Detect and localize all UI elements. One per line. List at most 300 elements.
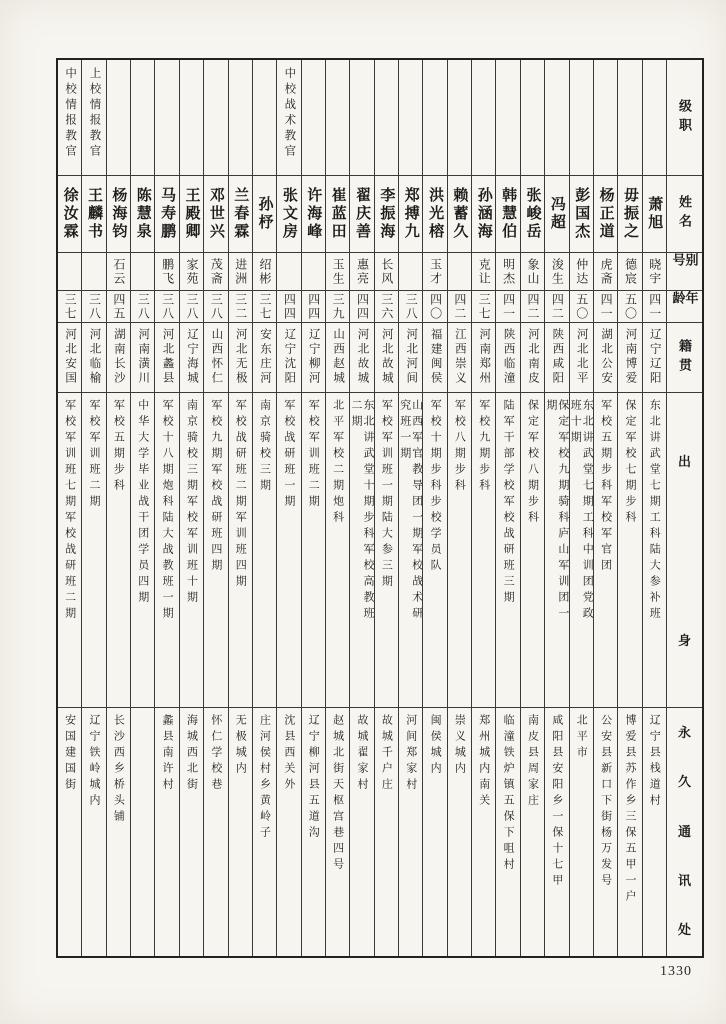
background-text: 军校九期军校战研班四期 [209,399,222,575]
cell-background [58,392,81,707]
cell-rank [180,60,203,175]
cell-alias [229,252,252,290]
native-place-text: 湖北公安 [600,328,613,386]
cell-address [302,707,325,956]
header-cell-name [667,175,702,252]
cell-background [277,392,300,707]
native-place-text: 安东庄河 [259,328,272,386]
background-text: 南京骑校三期军校军训班十期 [185,399,198,607]
background-text: 军校军训班二期 [307,399,320,511]
roster-column [617,60,641,956]
cell-background [82,392,105,707]
cell-background [350,392,373,707]
cell-alias [496,252,519,290]
native-place-text: 辽宁沈阳 [283,328,296,386]
cell-age [326,290,349,322]
cell-rank [302,60,325,175]
age-text: 三九 [331,292,346,321]
cell-native-place [58,322,81,392]
cell-age [618,290,641,322]
background-text: 军校五期步科 [112,399,125,495]
cell-background [618,392,641,707]
cell-address [448,707,471,956]
cell-age [180,290,203,322]
cell-background [375,392,398,707]
alias-text: 德宸 [623,257,638,286]
roster-column [154,60,178,956]
native-place-text: 辽宁柳河 [307,328,320,386]
cell-native-place [472,322,495,392]
header-column [666,60,702,956]
cell-age [155,290,178,322]
header-age-label: 年龄 [670,291,699,310]
cell-name [204,175,227,252]
cell-alias [58,252,81,290]
native-place-text: 江西崇义 [453,328,466,386]
address-text: 崇义城内 [453,714,466,778]
age-text: 四四 [282,292,297,321]
cell-name [253,175,276,252]
name-text: 邓世兴 [207,187,225,241]
alias-text: 象山 [526,257,540,286]
background-text: 东北讲武堂七期工科陆大参补班 [648,399,661,623]
cell-name [472,175,495,252]
cell-background [155,392,178,707]
age-text: 三八 [184,292,199,321]
address-text: 辽宁县栈道村 [648,714,661,810]
native-place-text: 福建闽侯 [429,328,442,386]
header-cell-address [667,707,702,956]
native-place-text: 河南潢川 [137,328,150,386]
cell-name [58,175,81,252]
age-text: 四四 [306,292,321,321]
address-text: 沈县西关外 [282,714,295,794]
cell-native-place [399,322,422,392]
background-text: 军校军训班二期 [88,399,101,511]
name-text: 孙涵海 [475,187,493,241]
cell-address [545,707,568,956]
cell-alias [302,252,325,290]
native-place-text: 山西赵城 [332,328,345,386]
alias-text: 惠亮 [355,257,370,286]
age-text: 四四 [355,292,370,321]
cell-age [58,290,81,322]
cell-age [253,290,276,322]
cell-background [496,392,519,707]
cell-address [277,707,300,956]
cell-age [472,290,495,322]
address-text: 闽侯城内 [429,714,442,778]
cell-age [448,290,471,322]
cell-rank [399,60,422,175]
alias-text: 长风 [379,257,394,286]
background-text: 军校军训班一期陆大参三期 [380,399,393,591]
native-place-text: 河北安国 [64,328,77,386]
rank-text: 中校战术教官 [283,67,296,160]
cell-age [131,290,154,322]
cell-alias [594,252,617,290]
cell-age [350,290,373,322]
address-text: 公安县新口下街杨万发号 [599,714,612,890]
cell-address [350,707,373,956]
roster-column [349,60,373,956]
cell-name [618,175,641,252]
cell-background [472,392,495,707]
cell-native-place [350,322,373,392]
roster-column [544,60,568,956]
background-text: 中华大学毕业战干团学员四期 [136,399,149,607]
age-text: 四二 [550,292,565,321]
age-text: 三七 [63,292,78,321]
native-place-text: 河北南皮 [527,328,539,386]
cell-name [155,175,178,252]
cell-alias [204,252,227,290]
background-text: 军校八期步科 [453,399,466,495]
cell-native-place [204,322,227,392]
cell-address [643,707,666,956]
cell-age [399,290,422,322]
roster-column [447,60,471,956]
cell-rank [423,60,446,175]
age-text: 四一 [501,292,516,321]
cell-background [545,392,568,707]
native-place-text: 陕西咸阳 [551,328,564,386]
cell-background [643,392,666,707]
address-text: 南皮县周家庄 [526,714,539,810]
rank-text: 上校情报教官 [88,67,101,160]
header-cell-rank [667,60,702,175]
alias-text: 克让 [477,257,492,286]
background-text: 保定军校八期步科 [526,399,539,527]
alias-text: 玉才 [428,257,443,286]
alias-text: 虎斋 [599,257,614,286]
age-text: 三八 [136,292,151,321]
name-text: 翟庆善 [353,187,371,241]
name-text: 许海峰 [305,187,323,241]
cell-native-place [594,322,617,392]
cell-alias [375,252,398,290]
native-place-text: 河北临榆 [88,328,101,386]
roster-column [398,60,422,956]
age-text: 四〇 [428,292,443,321]
name-text: 王麟书 [86,187,104,241]
cell-name [375,175,398,252]
cell-native-place [570,322,593,392]
name-text: 赖蓄久 [451,187,469,241]
native-place-text: 河北北平 [575,328,588,386]
cell-name [131,175,154,252]
cell-native-place [131,322,154,392]
cell-rank [448,60,471,175]
name-text: 张峻岳 [524,187,542,241]
cell-native-place [229,322,252,392]
cell-rank [375,60,398,175]
cell-name [350,175,373,252]
cell-name [180,175,203,252]
native-place-text: 河北河间 [405,328,418,386]
cell-address [326,707,349,956]
native-place-text: 河南博爱 [624,328,637,386]
name-text: 杨正道 [597,187,615,241]
background-text: 北平军校二期炮科 [331,399,344,527]
cell-background [107,392,130,707]
roster-column [130,60,154,956]
background-text: 南京骑校三期 [258,399,271,495]
cell-age [643,290,666,322]
alias-text: 家苑 [184,257,199,286]
cell-alias [521,252,544,290]
alias-text: 石云 [111,257,126,286]
roster-column [569,60,593,956]
cell-age [204,290,227,322]
roster-column [325,60,349,956]
cell-address [58,707,81,956]
cell-native-place [496,322,519,392]
native-place-text: 辽宁海城 [185,328,198,386]
roster-column [471,60,495,956]
cell-name [423,175,446,252]
age-text: 三八 [209,292,224,321]
cell-background [570,392,593,707]
cell-address [423,707,446,956]
roster-column [106,60,130,956]
cell-rank [82,60,105,175]
age-text: 四一 [599,292,614,321]
cell-rank [155,60,178,175]
header-rank-label: 级职 [676,98,692,137]
roster-table [56,58,704,958]
cell-name [643,175,666,252]
cell-native-place [326,322,349,392]
cell-native-place [253,322,276,392]
cell-background [326,392,349,707]
alias-text: 仲达 [574,257,589,286]
cell-rank [326,60,349,175]
cell-address [496,707,519,956]
roster-column [422,60,446,956]
cell-address [204,707,227,956]
cell-age [229,290,252,322]
cell-rank [545,60,568,175]
background-text: 军校战研班二期军训班四期 [234,399,247,591]
cell-name [399,175,422,252]
native-place-text: 河北蠡县 [161,328,174,386]
cell-alias [180,252,203,290]
cell-native-place [545,322,568,392]
age-text: 三七 [477,292,492,321]
address-text: 河间郑家村 [404,714,417,794]
cell-alias [350,252,373,290]
header-cell-alias [667,252,702,290]
age-text: 四一 [647,292,662,321]
header-cell-age [667,290,702,322]
cell-native-place [107,322,130,392]
cell-address [472,707,495,956]
cell-age [521,290,544,322]
cell-alias [545,252,568,290]
address-text: 赵城北街天枢宫巷四号 [331,714,344,874]
cell-native-place [618,322,641,392]
header-cell-native-place [667,322,702,392]
name-text: 兰春霖 [232,187,250,241]
header-cell-background [667,392,702,707]
cell-address [399,707,422,956]
name-text: 徐汝霖 [61,187,79,241]
cell-alias [643,252,666,290]
cell-name [496,175,519,252]
age-text: 四二 [526,292,540,321]
cell-alias [131,252,154,290]
cell-name [229,175,252,252]
cell-address [570,707,593,956]
cell-native-place [302,322,325,392]
background-text: 军校十八期炮科陆大战教班一期 [161,399,174,623]
alias-text: 进洲 [233,257,248,286]
roster-column [593,60,617,956]
header-native-place-label: 籍贯 [676,338,692,377]
cell-native-place [423,322,446,392]
background-text: 军校十期步科步校学员队 [429,399,442,575]
header-alias-label: 别号 [670,253,699,272]
cell-native-place [643,322,666,392]
cell-native-place [521,322,544,392]
cell-rank [277,60,300,175]
cell-background [399,392,422,707]
cell-age [594,290,617,322]
roster-column [495,60,519,956]
name-text: 韩慧伯 [500,187,518,241]
age-text: 三八 [87,292,102,321]
cell-rank [253,60,276,175]
address-text: 长沙西乡桥头铺 [112,714,125,826]
cell-age [82,290,105,322]
address-text: 故城千户庄 [380,714,393,794]
age-text: 三八 [404,292,419,321]
cell-name [277,175,300,252]
age-text: 三八 [160,292,175,321]
cell-age [277,290,300,322]
roster-column [203,60,227,956]
roster-column [642,60,666,956]
cell-name [521,175,544,252]
native-place-text: 河南郑州 [478,328,491,386]
cell-background [423,392,446,707]
age-text: 四五 [111,292,126,321]
cell-age [302,290,325,322]
cell-alias [82,252,105,290]
cell-name [448,175,471,252]
cell-background [180,392,203,707]
alias-text: 茂斋 [209,257,224,286]
background-text: 陆军干部学校军校战研班三期 [502,399,515,607]
address-text: 安国建国街 [63,714,76,794]
cell-background [521,392,544,707]
native-place-text: 陕西临潼 [502,328,515,386]
cell-background [253,392,276,707]
cell-alias [423,252,446,290]
cell-name [302,175,325,252]
age-text: 五〇 [574,292,589,321]
native-place-text: 山西怀仁 [210,328,223,386]
cell-alias [326,252,349,290]
name-text: 彭国杰 [573,187,591,241]
cell-alias [107,252,130,290]
age-text: 三七 [258,292,273,321]
address-text: 北平市 [575,714,588,762]
cell-alias [155,252,178,290]
background-text: 东北讲武堂十期步科军校高教班二期 [350,399,374,623]
address-text: 辽宁柳河县五道沟 [307,714,320,842]
address-text: 庄河侯村乡黄岭子 [258,714,271,842]
roster-column [58,60,81,956]
cell-rank [594,60,617,175]
cell-rank [618,60,641,175]
roster-column [520,60,544,956]
cell-alias [448,252,471,290]
cell-background [229,392,252,707]
background-text: 军校九期步科 [477,399,490,495]
address-text: 蠡县南许村 [161,714,174,794]
background-text: 军校五期步科军校军官团 [599,399,612,575]
page-number: 1330 [660,964,692,979]
background-text: 东北讲武堂七期工科中训团党政班十期 [569,399,593,623]
roster-column [179,60,203,956]
cell-name [326,175,349,252]
name-text: 洪光榕 [427,187,445,241]
age-text: 三二 [233,292,248,321]
cell-native-place [155,322,178,392]
cell-native-place [82,322,105,392]
name-text: 马寿鹏 [159,187,177,241]
roster-column [276,60,300,956]
cell-age [423,290,446,322]
header-address-label: 永 久 通 讯 处 [677,725,691,937]
cell-address [594,707,617,956]
native-place-text: 辽宁辽阳 [648,328,661,386]
cell-background [204,392,227,707]
name-text: 冯超 [548,196,566,232]
address-text: 郑州城内南关 [477,714,490,810]
cell-native-place [375,322,398,392]
cell-rank [472,60,495,175]
cell-address [375,707,398,956]
background-text: 山西军官教导团一期军校战术研究班一期 [399,399,423,623]
alias-text: 晓宇 [647,257,662,286]
cell-age [570,290,593,322]
cell-address [618,707,641,956]
alias-text: 绍彬 [258,257,273,286]
cell-rank [643,60,666,175]
cell-native-place [277,322,300,392]
cell-rank [521,60,544,175]
header-name-label: 姓名 [676,195,692,233]
roster-column [301,60,325,956]
cell-native-place [180,322,203,392]
roster-column [228,60,252,956]
cell-age [107,290,130,322]
cell-age [375,290,398,322]
cell-address [155,707,178,956]
cell-background [302,392,325,707]
native-place-text: 河北故城 [356,328,369,386]
cell-name [545,175,568,252]
cell-native-place [448,322,471,392]
cell-background [131,392,154,707]
cell-address [521,707,544,956]
cell-name [570,175,593,252]
cell-rank [58,60,81,175]
name-text: 郑搏九 [402,187,420,241]
